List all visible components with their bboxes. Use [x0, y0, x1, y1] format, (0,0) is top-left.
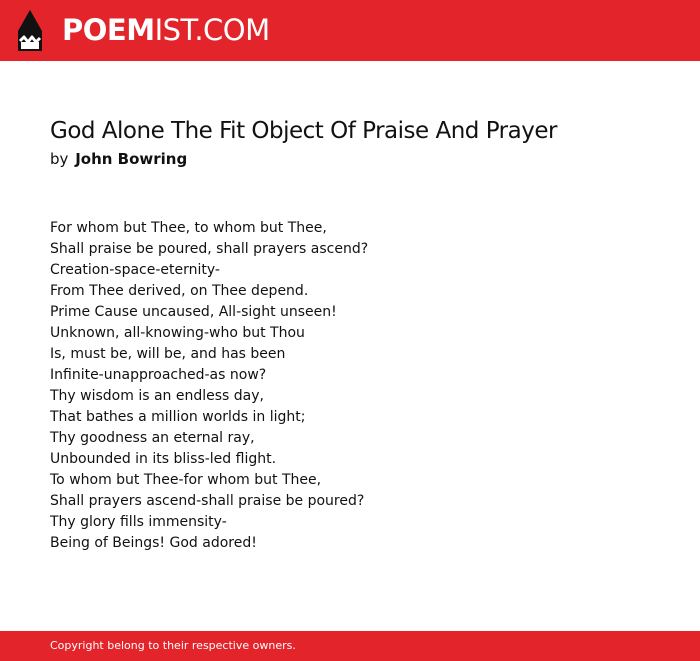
- poem-line: That bathes a million worlds in light;: [50, 409, 306, 425]
- poem-byline: [50, 148, 187, 170]
- poem-author: John Bowring: [75, 150, 188, 168]
- poem-line: Infinite-unapproached-as now?: [50, 367, 267, 383]
- byline-prefix: by: [50, 150, 69, 168]
- poem-line: Thy wisdom is an endless day,: [50, 388, 264, 404]
- poem-line: Unbounded in its bliss-led flight.: [50, 451, 277, 467]
- site-header: [0, 0, 700, 61]
- site-logo[interactable]: [62, 12, 270, 48]
- poem-body: [50, 218, 368, 554]
- poem-line: Prime Cause uncaused, All-sight unseen!: [50, 304, 337, 320]
- copyright-notice: Copyright belong to their respective owners.: [50, 639, 296, 652]
- site-footer: [0, 631, 700, 661]
- poem-line: Shall prayers ascend-shall praise be poured?: [50, 493, 365, 509]
- poem-line: For whom but Thee, to whom but Thee,: [50, 220, 327, 236]
- poem-line: Creation-space-eternity-: [50, 262, 220, 278]
- poem-line: Thy glory fills immensity-: [50, 514, 227, 530]
- logo-text-bold: POEM: [62, 13, 155, 47]
- pencil-icon[interactable]: [17, 9, 43, 52]
- poem-line: Is, must be, will be, and has been: [50, 346, 286, 362]
- poem-line: Thy goodness an eternal ray,: [50, 430, 255, 446]
- poem-title: God Alone The Fit Object Of Praise And Prayer: [50, 118, 557, 144]
- poem-line: From Thee derived, on Thee depend.: [50, 283, 309, 299]
- poem-line: Shall praise be poured, shall prayers ascend?: [50, 241, 369, 257]
- poem-line: Unknown, all-knowing-who but Thou: [50, 325, 305, 341]
- logo-text-light: IST.COM: [154, 13, 270, 47]
- poem-line: Being of Beings! God adored!: [50, 535, 257, 551]
- poem-line: To whom but Thee-for whom but Thee,: [50, 472, 322, 488]
